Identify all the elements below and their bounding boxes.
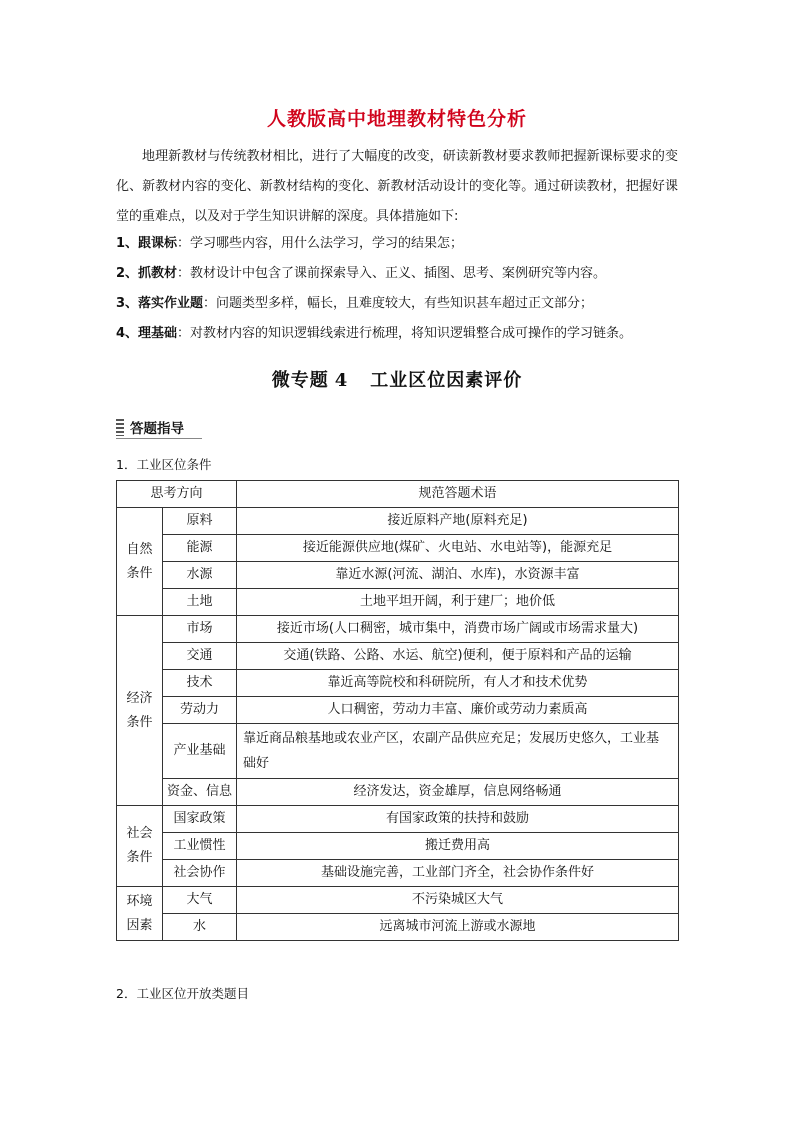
measure-item — [116, 289, 686, 319]
topic-name: 工业区位因素评价 — [370, 370, 523, 391]
location-factors-table — [116, 480, 679, 941]
table-row — [117, 697, 679, 724]
table-row — [117, 562, 679, 589]
intro-paragraph: 地理新教材与传统教材相比，进行了大幅度的改变，研读新教材要求教师把握新课标要求的变化、新教材内容的变化、新教材结构的变化、新教材活动设计的变化等。通过研读教材，把握好课堂的重难点，以及对于学生知识讲解的深度。具体措施如下: — [116, 149, 678, 224]
table-row — [117, 887, 679, 914]
factor-cell: 能源 — [163, 535, 237, 562]
category-cell: 环境因素 — [117, 887, 163, 941]
measure-label: 2、抓教材 — [116, 266, 178, 281]
answer-guide-heading — [116, 416, 202, 439]
table-row — [117, 670, 679, 697]
measure-text: ：对教材内容的知识逻辑线索进行梳理，将知识逻辑整合成可操作的学习链条。 — [177, 326, 633, 341]
measure-label: 1、跟课标 — [116, 236, 178, 251]
factor-cell: 劳动力 — [163, 697, 237, 724]
header-cell: 规范答题术语 — [237, 481, 679, 508]
measure-text: ：教材设计中包含了课前探索导入、正义、插图、思考、案例研究等内容。 — [177, 266, 607, 281]
term-cell: 靠近高等院校和科研院所，有人才和技术优势 — [237, 670, 679, 697]
factor-cell: 大气 — [163, 887, 237, 914]
measure-label: 4、理基础 — [116, 326, 178, 341]
factor-cell: 技术 — [163, 670, 237, 697]
table-row — [117, 616, 679, 643]
table-row — [117, 833, 679, 860]
term-cell: 不污染城区大气 — [237, 887, 679, 914]
category-cell: 社会条件 — [117, 806, 163, 887]
measure-item — [116, 319, 686, 349]
answer-guide-label: 答题指导 — [130, 421, 184, 437]
table-row — [117, 806, 679, 833]
term-cell: 有国家政策的扶持和鼓励 — [237, 806, 679, 833]
factor-cell: 国家政策 — [163, 806, 237, 833]
measure-label: 3、落实作业题 — [116, 296, 204, 311]
term-cell: 接近能源供应地(煤矿、火电站、水电站等)，能源充足 — [237, 535, 679, 562]
table-row — [117, 643, 679, 670]
factor-cell: 资金、信息 — [163, 779, 237, 806]
term-cell: 人口稠密，劳动力丰富、廉价或劳动力素质高 — [237, 697, 679, 724]
table-row — [117, 508, 679, 535]
striped-bar-icon — [116, 419, 124, 436]
term-cell: 交通(铁路、公路、水运、航空)便利，便于原料和产品的运输 — [237, 643, 679, 670]
topic-prefix: 微专题 — [271, 370, 329, 391]
factor-cell: 工业惯性 — [163, 833, 237, 860]
factor-cell: 原料 — [163, 508, 237, 535]
term-cell: 经济发达，资金雄厚，信息网络畅通 — [237, 779, 679, 806]
factor-cell: 市场 — [163, 616, 237, 643]
factor-cell: 水 — [163, 914, 237, 941]
measure-text: ：学习哪些内容，用什么法学习，学习的结果怎； — [177, 236, 464, 251]
measure-text: ：问题类型多样，幅长，且难度较大，有些知识甚车超过正文部分； — [203, 296, 594, 311]
category-cell: 经济条件 — [117, 616, 163, 806]
table-row — [117, 914, 679, 941]
table-row — [117, 589, 679, 616]
term-cell: 靠近水源(河流、湖泊、水库)，水资源丰富 — [237, 562, 679, 589]
table-row — [117, 860, 679, 887]
factor-cell: 交通 — [163, 643, 237, 670]
factor-cell: 水源 — [163, 562, 237, 589]
term-cell: 基础设施完善，工业部门齐全，社会协作条件好 — [237, 860, 679, 887]
term-cell: 搬迁费用高 — [237, 833, 679, 860]
measure-item — [116, 259, 686, 289]
category-cell: 自然条件 — [117, 508, 163, 616]
topic-number: 4 — [334, 370, 349, 391]
main-title: 人教版高中地理教材特色分析 — [266, 108, 527, 130]
table-row — [117, 724, 679, 779]
term-cell: 接近原料产地(原料充足) — [237, 508, 679, 535]
term-cell: 远离城市河流上游或水源地 — [237, 914, 679, 941]
section-heading: 2．工业区位开放类题目 — [116, 986, 249, 1001]
header-cell: 思考方向 — [117, 481, 237, 508]
measures-list — [116, 229, 686, 349]
section-heading: 1．工业区位条件 — [116, 457, 212, 472]
table-row — [117, 535, 679, 562]
term-cell: 接近市场(人口稠密，城市集中，消费市场广阔或市场需求量大) — [237, 616, 679, 643]
measure-item — [116, 229, 686, 259]
term-cell: 靠近商品粮基地或农业产区，农副产品供应充足；发展历史悠久，工业基础好 — [237, 724, 679, 779]
table-row — [117, 779, 679, 806]
term-cell: 土地平坦开阔，利于建厂；地价低 — [237, 589, 679, 616]
table-header-row — [117, 481, 679, 508]
topic-title — [0, 366, 794, 392]
factor-cell: 土地 — [163, 589, 237, 616]
factor-cell: 产业基础 — [163, 724, 237, 779]
factor-cell: 社会协作 — [163, 860, 237, 887]
